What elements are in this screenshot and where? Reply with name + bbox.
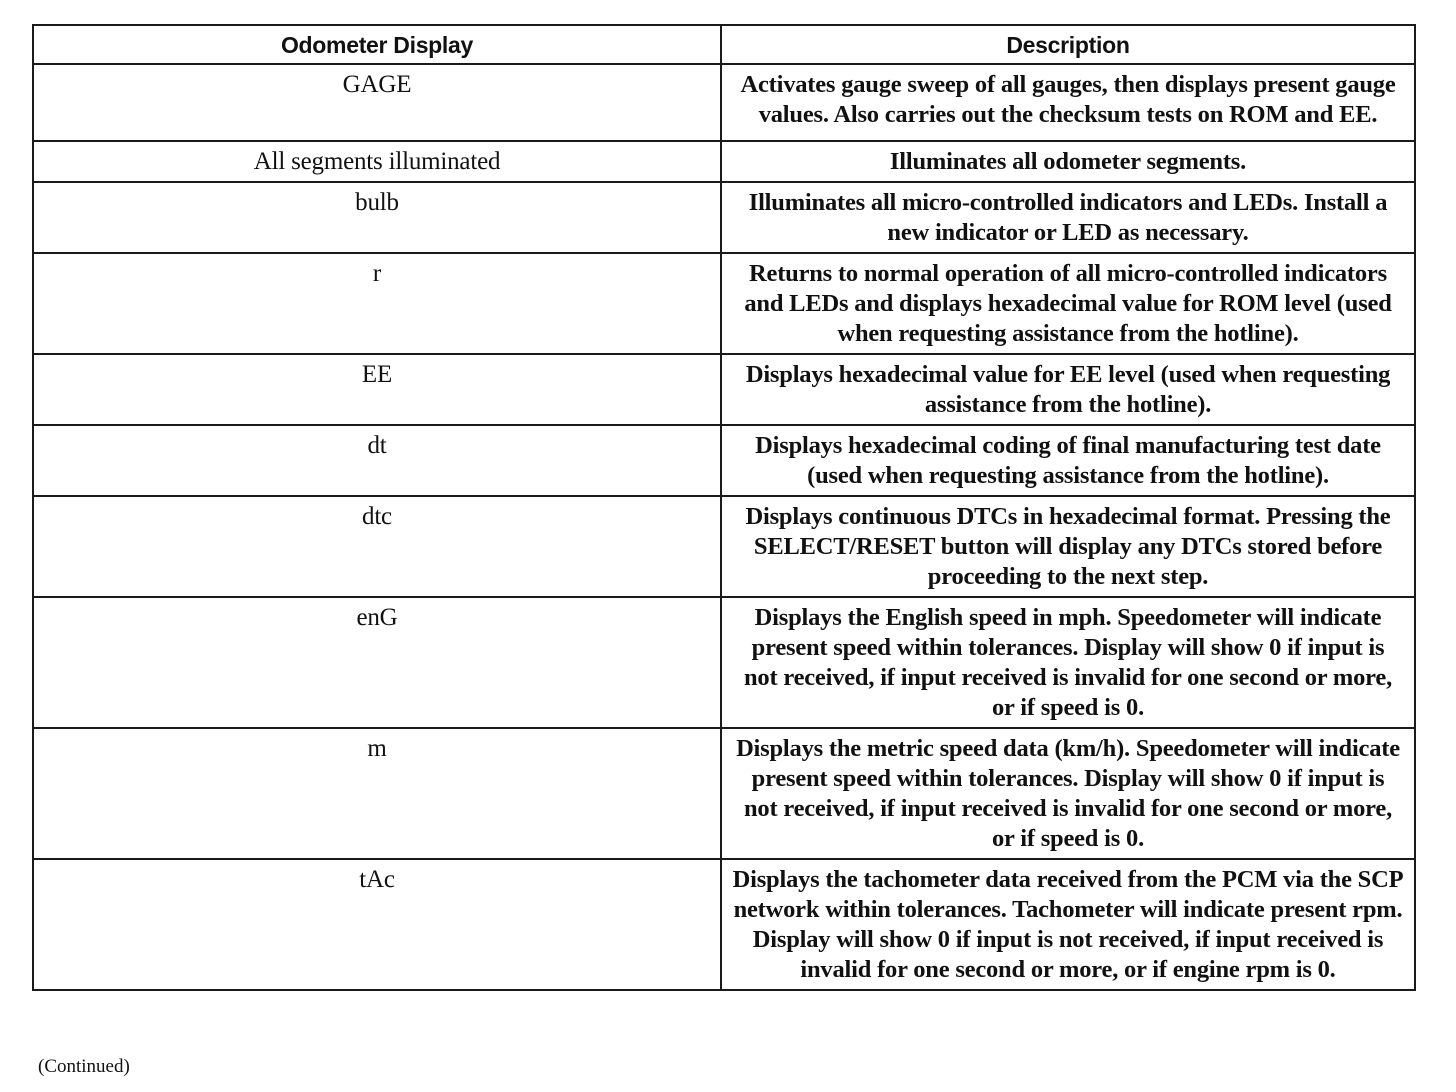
odometer-display-cell: dt xyxy=(33,425,721,496)
table-row xyxy=(33,597,1415,728)
description-cell: Returns to normal operation of all micro-controlled indicators and LEDs and displays hexadecimal value for ROM level (used when requesting assistance from the hotline). xyxy=(721,253,1415,354)
odometer-display-table xyxy=(32,24,1416,991)
table-row xyxy=(33,182,1415,253)
description-cell: Illuminates all odometer segments. xyxy=(721,141,1415,182)
odometer-display-cell: r xyxy=(33,253,721,354)
table-row xyxy=(33,141,1415,182)
table-row xyxy=(33,354,1415,425)
odometer-display-cell: bulb xyxy=(33,182,721,253)
table-row xyxy=(33,728,1415,859)
table-row xyxy=(33,859,1415,990)
table-row xyxy=(33,253,1415,354)
description-cell: Displays the English speed in mph. Speedometer will indicate present speed within tolerances. Display will show 0 if input is not received, if input received is invalid for one second or more, or if speed is 0. xyxy=(721,597,1415,728)
description-cell: Displays the tachometer data received from the PCM via the SCP network within tolerances. Tachometer will indicate present rpm. Display will show 0 if input is not received, if input received is invalid for one second or more, or if engine rpm is 0. xyxy=(721,859,1415,990)
description-cell: Displays the metric speed data (km/h). Speedometer will indicate present speed within tolerances. Display will show 0 if input is not received, if input received is invalid for one second or more, or if speed is 0. xyxy=(721,728,1415,859)
table-header-row xyxy=(33,25,1415,64)
table-row xyxy=(33,496,1415,597)
table-row xyxy=(33,425,1415,496)
odometer-display-cell: enG xyxy=(33,597,721,728)
table-row xyxy=(33,64,1415,141)
column-header-odometer-display: Odometer Display xyxy=(33,25,721,64)
column-header-description: Description xyxy=(721,25,1415,64)
continued-note: (Continued) xyxy=(38,1056,130,1077)
odometer-display-cell: GAGE xyxy=(33,64,721,141)
description-cell: Illuminates all micro-controlled indicators and LEDs. Install a new indicator or LED as necessary. xyxy=(721,182,1415,253)
odometer-display-cell: All segments illuminated xyxy=(33,141,721,182)
odometer-display-cell: m xyxy=(33,728,721,859)
description-cell: Displays hexadecimal value for EE level (used when requesting assistance from the hotline). xyxy=(721,354,1415,425)
description-cell: Displays continuous DTCs in hexadecimal format. Pressing the SELECT/RESET button will display any DTCs stored before proceeding to the next step. xyxy=(721,496,1415,597)
odometer-display-cell: EE xyxy=(33,354,721,425)
description-cell: Activates gauge sweep of all gauges, then displays present gauge values. Also carries out the checksum tests on ROM and EE. xyxy=(721,64,1415,141)
description-cell: Displays hexadecimal coding of final manufacturing test date (used when requesting assistance from the hotline). xyxy=(721,425,1415,496)
odometer-display-cell: tAc xyxy=(33,859,721,990)
odometer-display-cell: dtc xyxy=(33,496,721,597)
